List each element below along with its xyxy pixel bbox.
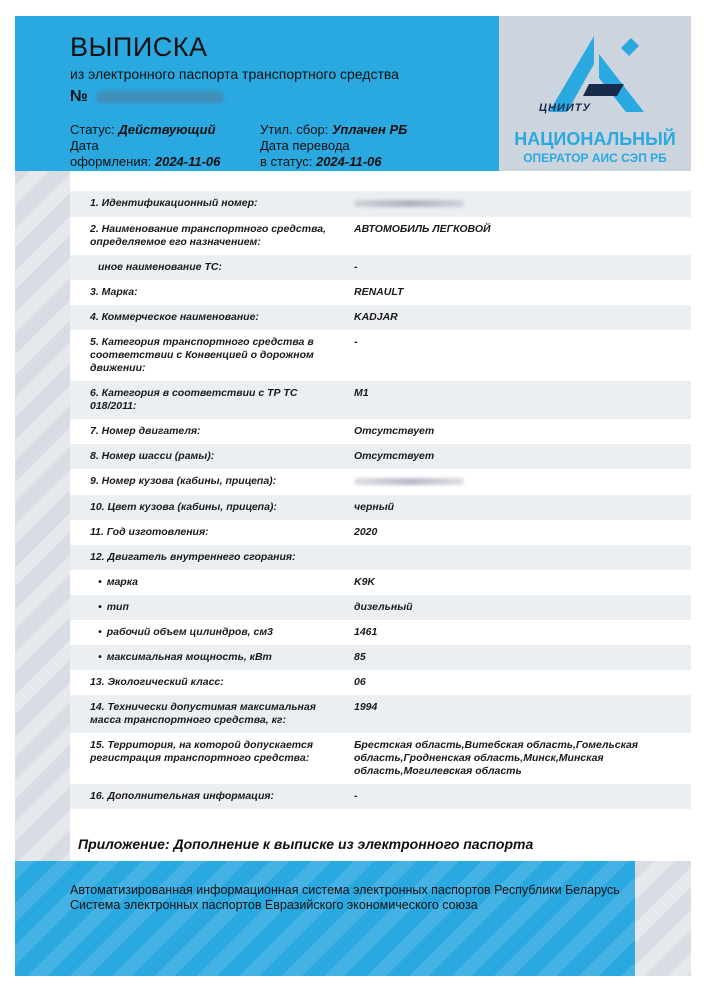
row-value: 1994 xyxy=(354,701,378,713)
table-row xyxy=(70,381,691,419)
row-label: 10. Цвет кузова (кабины, прицепа): xyxy=(90,501,277,513)
row-label: 14. Технически допустимая максимальная масса транспортного средства, кг: xyxy=(90,701,316,726)
table-row xyxy=(70,330,691,381)
table-row xyxy=(70,670,691,695)
row-label: 2. Наименование транспортного средства, определяемое его назначением: xyxy=(90,223,327,248)
row-label: 7. Номер двигателя: xyxy=(90,425,201,437)
table-row xyxy=(70,645,691,670)
row-value: Отсутствует xyxy=(354,425,435,437)
status-date-label-1: Дата перевода xyxy=(260,138,350,153)
row-label: • максимальная мощность, кВт xyxy=(70,645,338,670)
table-row xyxy=(70,191,691,217)
row-label: • тип xyxy=(70,595,338,620)
row-label: иное наименование ТС: xyxy=(98,261,222,273)
table-row xyxy=(70,620,691,645)
row-label: 4. Коммерческое наименование: xyxy=(90,311,259,323)
table-row xyxy=(70,695,691,733)
status-value: Действующий xyxy=(118,122,216,137)
row-label: 13. Экологический класс: xyxy=(90,676,224,688)
row-value: KADJAR xyxy=(354,311,398,323)
recycling-value: Уплачен РБ xyxy=(331,122,408,137)
table-row xyxy=(70,419,691,444)
row-value: - xyxy=(354,336,358,348)
row-label: 3. Марка: xyxy=(90,286,138,298)
row-value: дизельный xyxy=(354,601,413,613)
row-label: 1. Идентификационный номер: xyxy=(90,197,258,209)
row-label: 8. Номер шасси (рамы): xyxy=(90,450,215,462)
footer-line-1: Автоматизированная информационная система электронных паспортов Республики Беларусь xyxy=(70,883,620,897)
footer-line-2: Система электронных паспортов Евразийского экономического союза xyxy=(70,898,478,912)
status-label: Статус: xyxy=(70,122,115,137)
status-block xyxy=(70,122,220,170)
table-row xyxy=(70,305,691,330)
table-row xyxy=(70,733,691,784)
table-row xyxy=(70,520,691,545)
issue-date-label-2: оформления: xyxy=(70,154,152,169)
redacted-number xyxy=(96,91,224,103)
row-value: 06 xyxy=(354,676,366,688)
table-row xyxy=(70,217,691,255)
issue-date-value: 2024-11-06 xyxy=(154,154,221,169)
row-value: M1 xyxy=(354,387,369,399)
row-value: - xyxy=(354,261,358,273)
logo-panel xyxy=(499,16,691,171)
table-row xyxy=(70,280,691,305)
header-banner xyxy=(15,16,499,171)
row-label: 16. Дополнительная информация: xyxy=(90,790,275,802)
row-label: 11. Год изготовления: xyxy=(90,526,209,538)
table-row xyxy=(70,570,691,595)
row-value xyxy=(338,545,691,570)
row-value: Брестская область,Витебская область,Гомельская область,Гродненская область,Минск,Минская область,Могилевская область xyxy=(354,739,639,777)
row-value: - xyxy=(354,790,358,802)
row-label: 15. Территория, на которой допускается регистрация транспортного средства: xyxy=(90,739,314,764)
table-row xyxy=(70,444,691,469)
row-label: 12. Двигатель внутреннего сгорания: xyxy=(90,551,296,563)
row-value xyxy=(338,191,691,217)
document-title: ВЫПИСКА xyxy=(70,32,208,62)
table-row xyxy=(70,255,691,280)
redacted-value xyxy=(354,478,464,485)
details-table xyxy=(70,191,691,809)
table-row xyxy=(70,469,691,495)
logo-subtitle: ОПЕРАТОР АИС СЭП РБ xyxy=(523,151,667,165)
document-subtitle: из электронного паспорта транспортного средства xyxy=(70,66,399,82)
row-value: 2020 xyxy=(354,526,378,538)
issue-date-label-1: Дата xyxy=(70,138,99,153)
row-value: 85 xyxy=(354,651,366,663)
row-label: • марка xyxy=(70,570,338,595)
redacted-value xyxy=(354,200,464,207)
number-label: № xyxy=(70,88,88,105)
table-row xyxy=(70,595,691,620)
logo-title: НАЦИОНАЛЬНЫЙ xyxy=(514,129,676,149)
logo-caption: ЦНИИТУ xyxy=(539,102,591,114)
table-row xyxy=(70,784,691,809)
table-row xyxy=(70,545,691,570)
table-row xyxy=(70,495,691,520)
details-content xyxy=(70,171,691,861)
row-label: • рабочий объем цилиндров, см3 xyxy=(70,620,338,645)
appendix-note: Приложение: Дополнение к выписке из электронного паспорта xyxy=(78,836,534,852)
row-value: K9K xyxy=(354,576,376,588)
recycling-label: Утил. сбор: xyxy=(260,122,329,137)
status-date-label-2: в статус: xyxy=(260,154,313,169)
row-value: 1461 xyxy=(354,626,378,638)
status-date-value: 2024-11-06 xyxy=(315,154,382,169)
row-label: 9. Номер кузова (кабины, прицепа): xyxy=(90,475,277,487)
row-label: 6. Категория в соответствии с ТР ТС 018/2011: xyxy=(90,387,298,412)
row-value: АВТОМОБИЛЬ ЛЕГКОВОЙ xyxy=(354,223,491,235)
row-value: RENAULT xyxy=(354,286,404,298)
document-page xyxy=(15,16,691,976)
recycling-block xyxy=(260,122,407,170)
document-number xyxy=(70,88,224,106)
footer-banner xyxy=(15,861,635,976)
row-value: черный xyxy=(354,501,395,513)
row-value xyxy=(338,469,691,495)
row-label: 5. Категория транспортного средства в соответствии с Конвенцией о дорожном движении: xyxy=(90,336,314,374)
row-value: Отсутствует xyxy=(354,450,435,462)
